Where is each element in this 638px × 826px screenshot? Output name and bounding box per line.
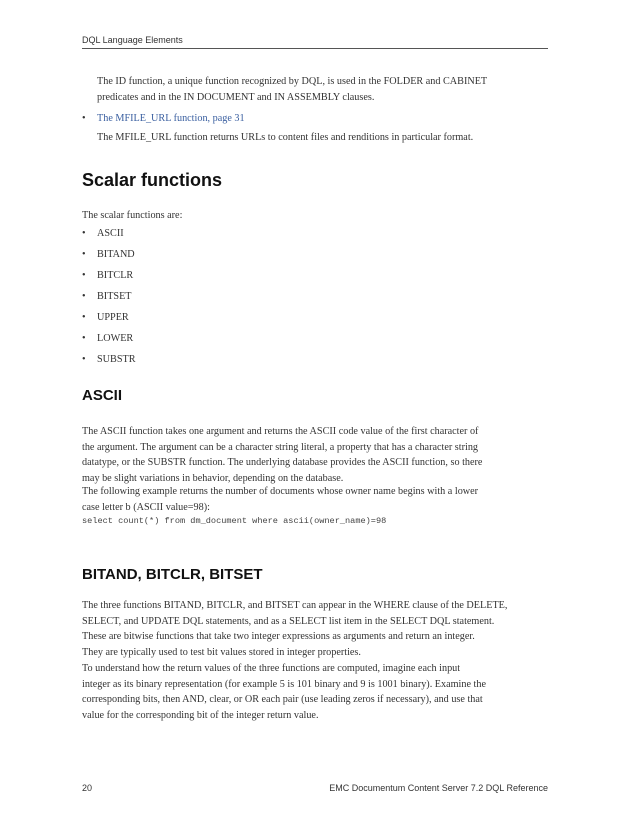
text-line: To understand how the return values of the three functions are computed, imagine each input: [82, 663, 461, 674]
list-item-label: BITCLR: [97, 270, 134, 281]
text-line: corresponding bits, then AND, clear, or OR each pair (use leading zeros if necessary), and use that: [82, 694, 483, 705]
bullet-icon: •: [82, 113, 86, 124]
list-item-label: UPPER: [97, 312, 129, 323]
bullet-icon: •: [82, 354, 86, 365]
mfile-paragraph: The MFILE_URL function returns URLs to content files and renditions in particular format.: [97, 132, 474, 143]
code-example: select count(*) from dm_document where ascii(owner_name)=98: [82, 516, 387, 526]
text-line: predicates and in the IN DOCUMENT and IN ASSEMBLY clauses.: [97, 91, 375, 103]
text-line: They are typically used to test bit values stored in integer properties.: [82, 646, 361, 658]
list-item-label: LOWER: [97, 333, 134, 344]
text-line: These are bitwise functions that take two integer expressions as arguments and return an integer.: [82, 631, 475, 642]
list-item-label: SUBSTR: [97, 354, 136, 365]
bitand-paragraph-2: [82, 661, 548, 723]
bullet-icon: •: [82, 312, 86, 323]
bullet-icon: •: [82, 333, 86, 344]
text-line: the argument. The argument can be a character string literal, a property that has a character string: [82, 441, 479, 453]
list-item: [82, 289, 132, 305]
list-item-label: BITSET: [97, 291, 132, 302]
section-heading-scalar: Scalar functions: [82, 170, 223, 190]
bullet-icon: •: [82, 291, 86, 302]
text-line: case letter b (ASCII value=98):: [82, 501, 210, 513]
ascii-paragraph-1: [82, 424, 548, 486]
text-line: integer as its binary representation (for example 5 is 101 binary and 9 is 1001 binary). Examine the: [82, 678, 486, 690]
bullet-icon: •: [82, 249, 86, 260]
text-line: value for the corresponding bit of the integer return value.: [82, 709, 319, 721]
mfile-link-item[interactable]: [82, 111, 245, 127]
scalar-lead: The scalar functions are:: [82, 210, 183, 221]
list-item: [82, 310, 129, 326]
header-rule: [82, 48, 548, 49]
text-line: The following example returns the number of documents whose owner name begins with a lower: [82, 486, 479, 497]
text-line: The ID function, a unique function recognized by DQL, is used in the FOLDER and CABINET: [97, 76, 488, 87]
list-item: [82, 352, 136, 368]
bullet-icon: •: [82, 270, 86, 281]
text-line: SELECT, and UPDATE DQL statements, and as a SELECT list item in the SELECT DQL statement.: [82, 615, 495, 627]
id-function-paragraph: [97, 74, 547, 105]
list-item: [82, 226, 124, 242]
running-header: DQL Language Elements: [82, 35, 183, 45]
list-item-label: BITAND: [97, 249, 135, 260]
section-heading-bitand: BITAND, BITCLR, BITSET: [82, 566, 263, 583]
page-number: 20: [82, 783, 93, 793]
text-line: The ASCII function takes one argument and returns the ASCII code value of the first character of: [82, 426, 479, 437]
list-item: [82, 331, 133, 347]
list-item: [82, 268, 133, 284]
footer-book-title: EMC Documentum Content Server 7.2 DQL Reference: [329, 783, 548, 793]
list-item: [82, 247, 135, 263]
text-line: The three functions BITAND, BITCLR, and BITSET can appear in the WHERE clause of the DELETE,: [82, 600, 508, 611]
list-item-label: ASCII: [97, 228, 124, 239]
ascii-paragraph-2: [82, 484, 548, 515]
bitand-paragraph-1: [82, 598, 548, 660]
bullet-icon: •: [82, 228, 86, 239]
mfile-url-link[interactable]: The MFILE_URL function, page 31: [97, 113, 245, 124]
text-line: may be slight variations in behavior, depending on the database.: [82, 472, 344, 484]
text-line: datatype, or the SUBSTR function. The underlying database provides the ASCII function, so there: [82, 457, 483, 468]
section-heading-ascii: ASCII: [82, 387, 123, 404]
